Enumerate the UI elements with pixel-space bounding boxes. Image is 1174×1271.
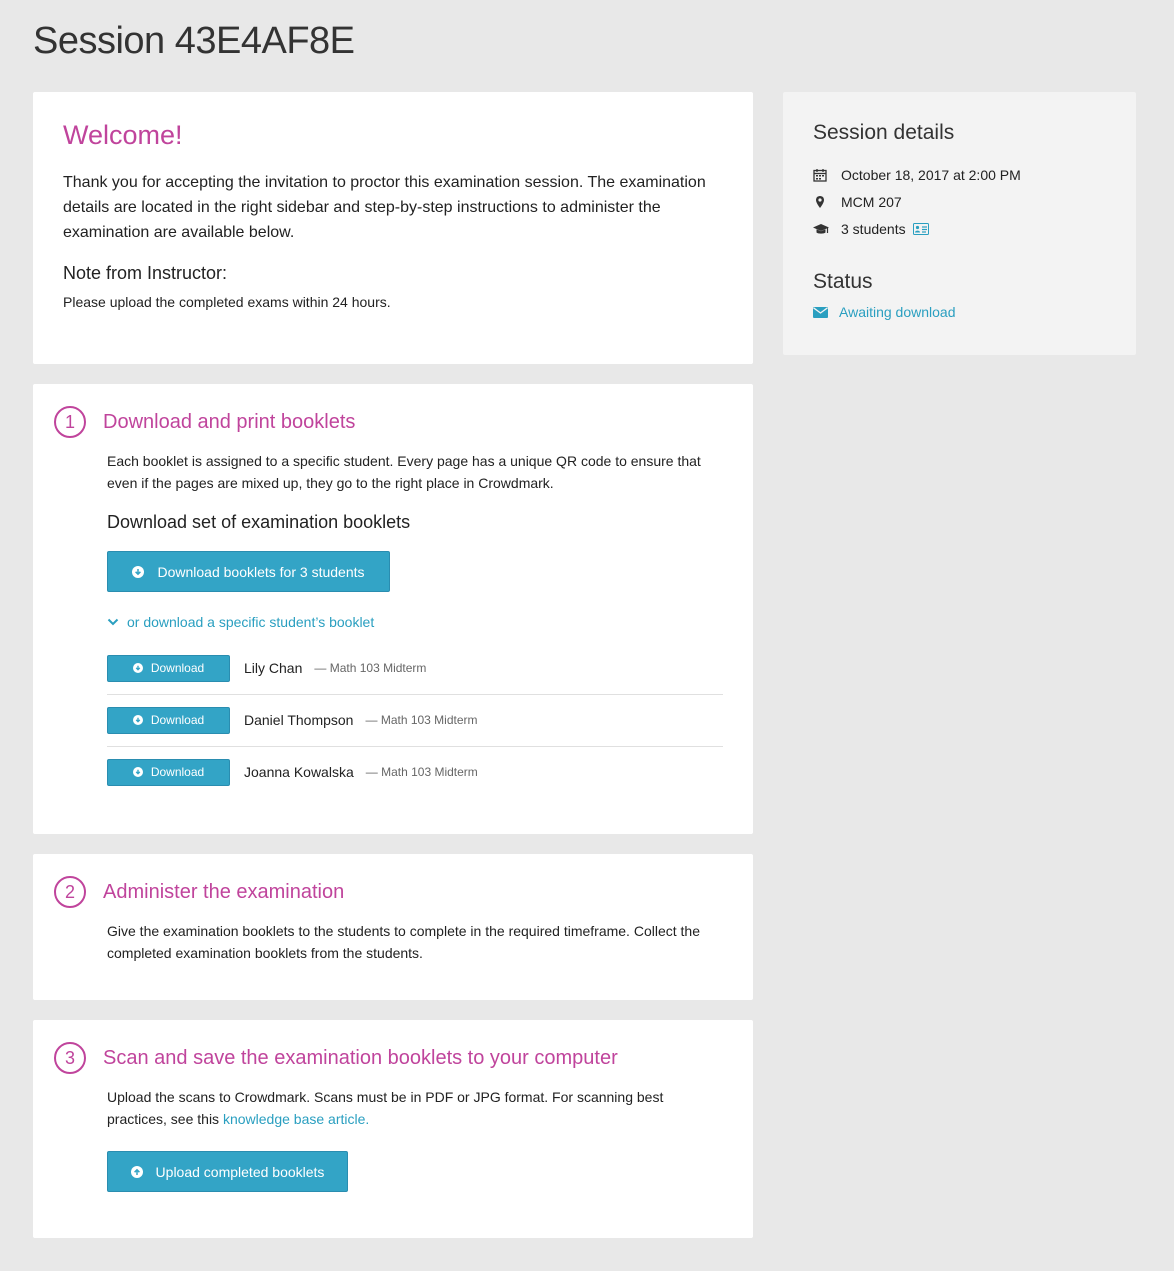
step-1-card — [33, 384, 753, 834]
student-exam: — Math 103 Midterm — [365, 713, 478, 727]
download-student-button[interactable] — [107, 707, 230, 734]
download-all-booklets-button[interactable] — [107, 551, 390, 592]
student-row — [107, 694, 723, 747]
session-students-row — [813, 219, 929, 239]
step-3-card — [33, 1020, 753, 1238]
student-exam: — Math 103 Midterm — [365, 765, 478, 779]
calendar-icon — [813, 168, 841, 182]
step-1-number: 1 — [54, 406, 86, 438]
knowledge-base-link[interactable]: knowledge base article. — [222, 1111, 370, 1127]
download-student-label: Download — [150, 713, 205, 727]
download-circle-icon — [133, 663, 143, 673]
student-row — [107, 746, 723, 798]
specific-student-toggle-label: or download a specific student’s booklet — [127, 614, 375, 630]
map-marker-icon — [813, 195, 841, 209]
download-circle-icon — [132, 566, 144, 578]
session-room-row — [813, 192, 902, 212]
session-details-heading: Session details — [813, 121, 955, 144]
step-3-text-body: Upload the scans to Crowdmark. Scans must be in PDF or JPG format. For scanning best practices, see this — [107, 1089, 664, 1127]
step-2-card — [33, 854, 753, 1000]
page-title: Session 43E4AF8E — [33, 20, 355, 62]
download-circle-icon — [133, 715, 143, 725]
step-2-title: Administer the examination — [103, 881, 345, 903]
step-1-title: Download and print booklets — [103, 411, 356, 433]
student-row — [107, 642, 723, 695]
student-name: Joanna Kowalska — [244, 764, 354, 780]
note-heading: Note from Instructor: — [63, 263, 228, 283]
step-2-number: 2 — [54, 876, 86, 908]
specific-student-toggle[interactable] — [107, 614, 374, 630]
session-room: MCM 207 — [841, 194, 902, 210]
upload-circle-icon — [131, 1166, 143, 1178]
status-text: Awaiting download — [839, 304, 956, 320]
student-list-icon[interactable] — [913, 223, 929, 235]
status-row — [813, 304, 956, 320]
download-student-label: Download — [150, 765, 205, 779]
step-1-text: Each booklet is assigned to a specific student. Every page has a unique QR code to ensure that even if the pages are mixed up, they go to the right place in Crowdmark. — [107, 453, 701, 491]
session-date: October 18, 2017 at 2:00 PM — [841, 167, 1021, 183]
student-name: Lily Chan — [244, 660, 303, 676]
download-student-button[interactable] — [107, 655, 230, 682]
step-3-text — [107, 1086, 722, 1130]
session-details-sidebar — [783, 92, 1136, 355]
download-student-label: Download — [150, 661, 205, 675]
step-3-number: 3 — [54, 1042, 86, 1074]
envelope-icon — [813, 307, 839, 318]
instructor-note: Please upload the completed exams within 24 hours. — [63, 294, 391, 310]
download-all-label: Download booklets for 3 students — [157, 563, 365, 580]
student-name: Daniel Thompson — [244, 712, 354, 728]
upload-label: Upload completed booklets — [155, 1163, 325, 1180]
graduation-cap-icon — [813, 222, 841, 236]
download-set-heading: Download set of examination booklets — [107, 512, 411, 532]
chevron-down-icon — [107, 618, 127, 626]
upload-completed-booklets-button[interactable] — [107, 1151, 348, 1192]
step-2-text: Give the examination booklets to the students to complete in the required timeframe. Collect the completed examination booklets from the students. — [107, 923, 700, 961]
download-circle-icon — [133, 767, 143, 777]
session-date-row — [813, 165, 1021, 185]
welcome-heading: Welcome! — [63, 120, 183, 150]
download-student-button[interactable] — [107, 759, 230, 786]
status-heading: Status — [813, 270, 873, 293]
student-exam: — Math 103 Midterm — [314, 661, 427, 675]
welcome-card — [33, 92, 753, 364]
welcome-text: Thank you for accepting the invitation to proctor this examination session. The examination details are located in the right sidebar and step-by-step instructions to administer the examination are available below. — [63, 174, 706, 241]
students-count: 3 students — [841, 221, 906, 237]
step-3-title: Scan and save the examination booklets to your computer — [103, 1047, 618, 1069]
